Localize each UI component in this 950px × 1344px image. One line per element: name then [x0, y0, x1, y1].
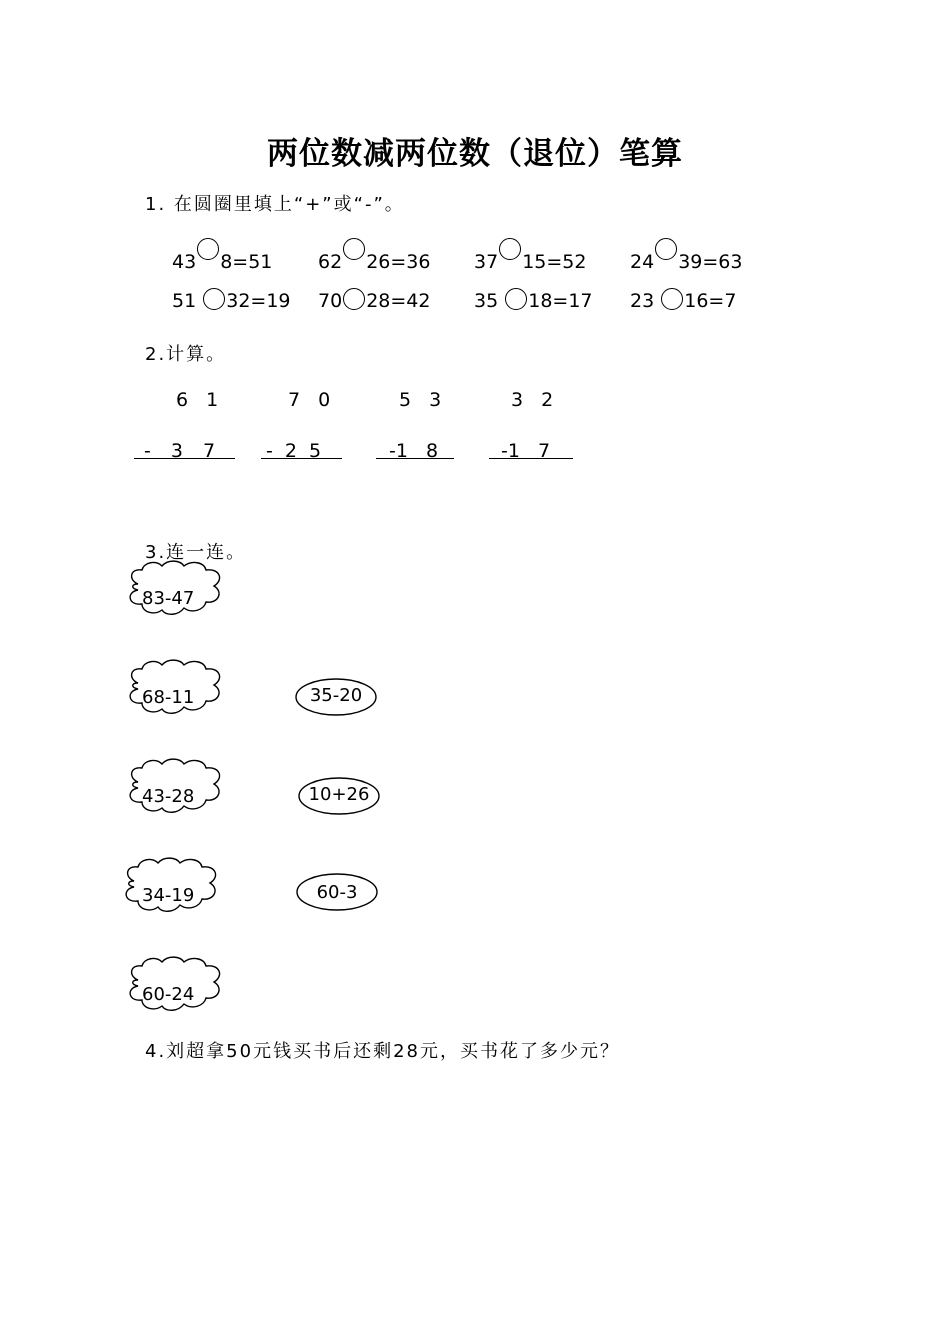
operand-a: 35 [474, 290, 499, 312]
cloud-card[interactable] [124, 758, 224, 814]
equation-2-3 [474, 288, 593, 312]
operand-b: 8=51 [220, 251, 273, 273]
operator-blank-circle[interactable] [661, 288, 683, 310]
vertical-problem-4-top: 3 2 [511, 389, 554, 411]
answer-line [261, 458, 342, 459]
question-1-label: 1. 在圆圈里填上“+”或“-”。 [145, 194, 405, 215]
operand-a: 51 [172, 290, 197, 312]
equation-2-1 [172, 288, 291, 312]
question-4-label: 4.刘超拿50元钱买书后还剩28元，买书花了多少元？ [145, 1041, 620, 1062]
operator-blank-circle[interactable] [197, 238, 219, 260]
cloud-card[interactable] [124, 956, 224, 1012]
operator-blank-circle[interactable] [499, 238, 521, 260]
operand-a: 62 [318, 251, 343, 273]
equation-1-4 [630, 238, 742, 273]
oval-card[interactable] [294, 677, 378, 717]
vertical-problem-3-top: 5 3 [399, 389, 442, 411]
oval-card[interactable] [295, 872, 379, 912]
operator-blank-circle[interactable] [505, 288, 527, 310]
cloud-expression: 68-11 [142, 687, 195, 708]
vertical-problem-2-bottom: - 2 5 [266, 440, 322, 462]
answer-line [376, 458, 454, 459]
cloud-expression: 60-24 [142, 984, 195, 1005]
question-2-label: 2.计算。 [145, 344, 227, 365]
equation-1-3 [474, 238, 586, 273]
equation-1-2 [318, 238, 430, 273]
operand-b: 28=42 [366, 290, 431, 312]
oval-expression: 35-20 [309, 685, 363, 706]
operand-b: 15=52 [522, 251, 587, 273]
operator-blank-circle[interactable] [343, 288, 365, 310]
oval-card[interactable] [297, 776, 381, 816]
oval-expression: 10+26 [308, 784, 370, 805]
operator-blank-circle[interactable] [203, 288, 225, 310]
operand-b: 32=19 [226, 290, 291, 312]
question-3-label: 3.连一连。 [145, 542, 247, 563]
cloud-card[interactable] [124, 560, 224, 616]
equation-2-2 [318, 288, 430, 312]
cloud-card[interactable] [124, 659, 224, 715]
equation-1-1 [172, 238, 272, 273]
vertical-problem-4-bottom: -1 7 [501, 440, 551, 462]
cloud-expression: 34-19 [142, 885, 195, 906]
cloud-expression: 83-47 [142, 588, 195, 609]
vertical-problem-1-top: 6 1 [176, 389, 219, 411]
operand-b: 26=36 [366, 251, 431, 273]
vertical-problem-1-bottom: - 3 7 [144, 440, 216, 462]
operand-a: 24 [630, 251, 655, 273]
cloud-expression: 43-28 [142, 786, 195, 807]
operand-a: 70 [318, 290, 343, 312]
page-title: 两位数减两位数（退位）笔算 [267, 136, 683, 172]
equation-2-4 [630, 288, 736, 312]
answer-line [134, 458, 235, 459]
operand-b: 16=7 [684, 290, 737, 312]
vertical-problem-3-bottom: -1 8 [389, 440, 439, 462]
cloud-card[interactable] [120, 857, 220, 913]
operand-a: 37 [474, 251, 499, 273]
operand-a: 43 [172, 251, 197, 273]
operator-blank-circle[interactable] [343, 238, 365, 260]
vertical-problem-2-top: 7 0 [288, 389, 331, 411]
operand-b: 39=63 [678, 251, 743, 273]
operator-blank-circle[interactable] [655, 238, 677, 260]
operand-b: 18=17 [528, 290, 593, 312]
answer-line [489, 458, 573, 459]
operand-a: 23 [630, 290, 655, 312]
oval-expression: 60-3 [316, 882, 358, 903]
